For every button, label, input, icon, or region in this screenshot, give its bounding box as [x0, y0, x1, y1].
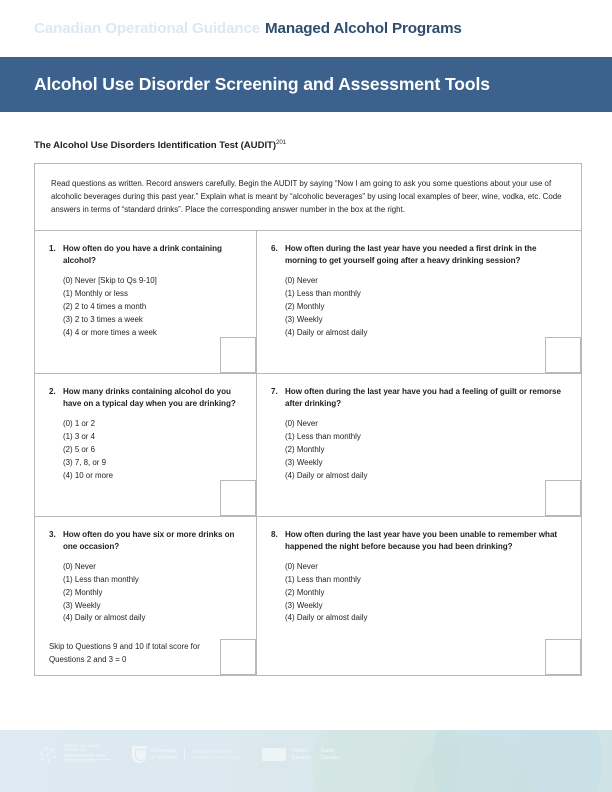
divider	[184, 747, 185, 762]
hc-fr-line-1: Santé	[320, 748, 335, 755]
uvic-crest-icon	[132, 746, 147, 763]
option-item: (0) Never	[285, 419, 318, 429]
question-cell-1	[35, 231, 257, 373]
table-row	[35, 231, 581, 374]
question-header	[49, 386, 242, 409]
page-banner	[0, 57, 612, 112]
question-text: How many drinks containing alcohol do you have on a typical day when you are drinking?	[63, 387, 236, 408]
bccsu-logo	[38, 744, 110, 765]
question-number: 7.	[271, 387, 278, 397]
health-canada-logo	[262, 748, 340, 761]
audit-instructions-row	[35, 164, 581, 231]
footer-logo-row	[38, 744, 339, 765]
option-item: (0) Never	[285, 276, 318, 286]
canadian-flag-icon	[262, 748, 286, 761]
section-heading-text: The Alcohol Use Disorders Identification Test (AUDIT)	[34, 140, 277, 151]
page-title: Alcohol Use Disorder Screening and Assessment Tools	[34, 74, 490, 94]
cisur-line-1: Canadian Institute for	[192, 749, 233, 755]
hc-en-line-2: Canada	[291, 754, 311, 761]
option-item: (4) 4 or more times a week	[63, 327, 157, 337]
question-text: How often do you have six or more drinks on one occasion?	[63, 530, 235, 551]
option-item: (1) Less than monthly	[285, 289, 361, 299]
question-options	[49, 561, 242, 625]
question-header	[271, 386, 567, 409]
uvic-line-1: University	[151, 748, 178, 755]
spacer	[49, 339, 242, 365]
audit-instructions-text: Read questions as written. Record answers carefully. Begin the AUDIT by saying “Now I am going to ask you some questions about your use of alcoholic beverages during this past year.” Explain what is meant by “alcoholic beverages” by using local examples of beer, wine, vodka, etc. Code answers in terms of “standard drinks”. Place the corresponding answer number in the box at the right.	[51, 179, 562, 214]
option-item: (4) Daily or almost daily	[285, 613, 368, 623]
answer-box-3[interactable]	[220, 639, 256, 675]
running-head-series-title: Canadian Operational Guidance	[34, 20, 261, 37]
option-item: (4) 10 or more	[63, 470, 113, 480]
option-item: (0) 1 or 2	[63, 419, 96, 429]
option-item: (2) 2 to 4 times a month	[63, 301, 147, 311]
option-item: (3) 7, 8, or 9	[63, 457, 106, 467]
question-number: 6.	[271, 244, 278, 254]
option-item: (1) Monthly or less	[63, 289, 128, 299]
question-text: How often during the last year have you had a feeling of guilt or remorse after drinking?	[285, 387, 561, 408]
running-head-document-title: Managed Alcohol Programs	[265, 20, 462, 37]
bccsu-line-2: CENTRE ON	[64, 747, 86, 752]
bccsu-line-1: BRITISH COLUMBIA	[64, 744, 100, 749]
health-canada-english	[292, 748, 311, 761]
uvic-line-2: of Victoria	[151, 754, 178, 761]
option-item: (0) Never [Skip to Qs 9-10]	[63, 276, 157, 286]
question-cell-6	[257, 231, 581, 373]
question-header	[49, 243, 242, 266]
option-item: (2) 5 or 6	[63, 444, 96, 454]
question-text: How often do you have a drink containing alcohol?	[63, 244, 222, 265]
hc-en-line-1: Health	[291, 748, 308, 755]
option-item: (3) Weekly	[63, 600, 101, 610]
uvic-wordmark	[151, 748, 177, 761]
section-heading	[34, 140, 286, 151]
option-item: (4) Daily or almost daily	[63, 613, 146, 623]
question-options	[271, 275, 567, 339]
answer-box-6[interactable]	[545, 337, 581, 373]
option-item: (1) 3 or 4	[63, 432, 96, 442]
question-number: 3.	[49, 530, 56, 540]
spacer	[49, 482, 242, 508]
question-options	[271, 418, 567, 482]
skip-instruction-note: Skip to Questions 9 and 10 if total score for Questions 2 and 3 = 0	[49, 642, 200, 665]
question-text: How often during the last year have you been unable to remember what happened the night before because you had been drinking?	[285, 530, 558, 551]
cisur-line-2: Substance Use Research	[192, 754, 240, 760]
option-item: (0) Never	[285, 562, 318, 572]
health-canada-french	[321, 748, 340, 761]
question-text: How often during the last year have you needed a first drink in the morning to get yourself going after a heavy drinking session?	[285, 244, 537, 265]
question-number: 8.	[271, 530, 278, 540]
bccsu-wordmark	[64, 745, 110, 764]
divider	[64, 759, 110, 760]
option-item: (1) Less than monthly	[63, 575, 139, 585]
running-head	[0, 0, 612, 57]
answer-box-7[interactable]	[545, 480, 581, 516]
option-item: (4) Daily or almost daily	[285, 327, 368, 337]
question-cell-3	[35, 517, 257, 675]
spacer	[271, 625, 567, 651]
option-item: (2) Monthly	[285, 587, 325, 597]
option-item: (3) Weekly	[285, 600, 323, 610]
bccsu-line-3: SUBSTANCE USE	[64, 752, 106, 758]
option-item: (2) Monthly	[285, 301, 325, 311]
table-row	[35, 374, 581, 517]
question-header	[271, 243, 567, 266]
health-canada-wordmark	[292, 748, 340, 761]
question-number: 1.	[49, 244, 56, 254]
option-item: (0) Never	[63, 562, 96, 572]
option-item: (3) Weekly	[285, 314, 323, 324]
option-item: (2) Monthly	[285, 444, 325, 454]
hc-fr-line-2: Canada	[320, 754, 340, 761]
table-row	[35, 517, 581, 675]
question-header	[49, 529, 242, 552]
option-item: (1) Less than monthly	[285, 432, 361, 442]
question-options	[271, 561, 567, 625]
question-options	[49, 275, 242, 339]
answer-box-2[interactable]	[220, 480, 256, 516]
question-cell-7	[257, 374, 581, 516]
option-item: (3) 2 to 3 times a week	[63, 314, 143, 324]
question-number: 2.	[49, 387, 56, 397]
question-header	[271, 529, 567, 552]
bccsu-molecule-icon	[38, 744, 59, 765]
uvic-cisur-logo	[132, 746, 240, 763]
bccsu-line-4: CENTRE DE RECHERCHE	[64, 760, 96, 764]
option-item: (2) Monthly	[63, 587, 103, 597]
page-footer	[0, 730, 612, 792]
question-options	[49, 418, 242, 482]
audit-table	[34, 163, 582, 676]
answer-box-1[interactable]	[220, 337, 256, 373]
option-item: (4) Daily or almost daily	[285, 470, 368, 480]
maple-leaf-icon	[271, 751, 277, 759]
section-heading-reference: 201	[276, 138, 287, 146]
option-item: (3) Weekly	[285, 457, 323, 467]
question-cell-8	[257, 517, 581, 675]
answer-box-8[interactable]	[545, 639, 581, 675]
question-cell-2	[35, 374, 257, 516]
option-item: (1) Less than monthly	[285, 575, 361, 585]
cisur-wordmark	[192, 749, 239, 759]
